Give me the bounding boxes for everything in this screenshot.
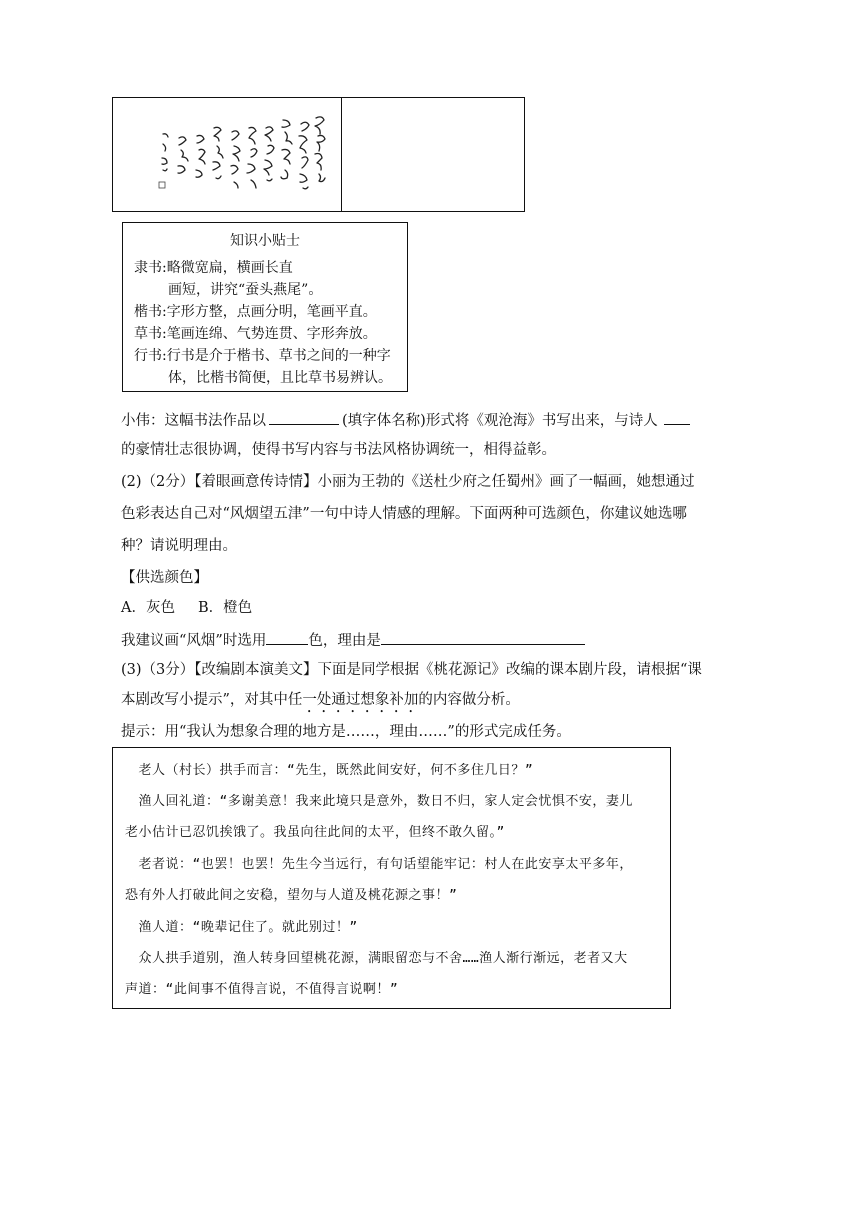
tips-xingshu-line-1: 行书:行书是介于楷书、草书之间的一种字 — [134, 348, 391, 364]
calligraphy-table — [112, 97, 525, 212]
q1-blank-font-name[interactable] — [269, 410, 339, 425]
q2-colors-heading: 【供选颜色】 — [121, 570, 208, 586]
tips-kaishu-line: 楷书:字形方整，点画分明，笔画平直。 — [134, 304, 377, 320]
calligraphy-artwork — [113, 98, 341, 211]
script-row-5: 恐有外人打破此间之安稳，望勿与人道及桃花源之事！” — [125, 888, 458, 903]
q3-emphasized-text: 一处通过想象补加 — [302, 692, 419, 708]
script-row-1: 老人（村长）拱手而言：“先生，既然此间安好，何不多住几日？” — [125, 763, 534, 778]
q2-answer-text-a: 我建议画“风烟”时选用 — [121, 633, 267, 649]
q3-line-2-c: 的内容做分析。 — [418, 692, 520, 708]
q1-text-b: (填字体名称)形式将《观沧海》书写出来，与诗人 — [342, 413, 658, 429]
script-row-2: 渔人回礼道：“多谢美意！我来此境只是意外，数日不归，家人定会忧惧不安，妻儿 — [125, 794, 633, 809]
calligraphy-image-cell — [113, 98, 342, 211]
calligraphy-empty-cell — [342, 98, 524, 211]
q2-line-2: 色彩表达自己对“风烟望五津”一句中诗人情感的理解。下面两种可选颜色，你建议她选哪 — [121, 506, 687, 522]
q1-text-a: 小伟：这幅书法作品以 — [121, 413, 266, 429]
q2-color-options: A．灰色 B．橙色 — [121, 600, 253, 616]
script-row-6: 渔人道：“晚辈记住了。就此别过！” — [125, 920, 358, 935]
q2-answer-text-b: 色，理由是 — [308, 633, 381, 649]
q3-hint: 提示：用“我认为想象合理的地方是……，理由……”的形式完成任务。 — [121, 724, 571, 740]
q2-line-3: 种？请说明理由。 — [121, 538, 237, 554]
q3-line-1: (3)（3分）【改编剧本演美文】下面是同学根据《桃花源记》改编的课本剧片段，请根据“课 — [121, 662, 702, 678]
tips-lishu-line-1: 隶书:略微宽扁，横画长直 — [134, 260, 293, 276]
q2-line-1: (2)（2分）【着眼画意传诗情】小丽为王勃的《送杜少府之任蜀州》画了一幅画，她想通过 — [121, 474, 695, 490]
script-row-3: 老小估计已忍饥挨饿了。我虽向往此间的太平，但终不敢久留。” — [125, 825, 505, 840]
tips-lishu-line-2: 画短，讲究“蚕头燕尾”。 — [168, 282, 323, 298]
q2-answer-line — [121, 630, 585, 651]
q1-line-1 — [121, 410, 690, 431]
tips-title: 知识小贴士 — [230, 233, 300, 249]
q3-line-2-a: 本剧改写小提示”，对其中任 — [121, 692, 303, 708]
tips-xingshu-line-2: 体，比楷书简便，且比草书易辨认。 — [168, 370, 392, 386]
script-row-7: 众人拱手道别，渔人转身回望桃花源，满眼留恋与不舍……渔人渐行渐远，老者又大 — [125, 951, 628, 966]
script-row-8: 声道：“此间事不值得言说，不值得言说啊！” — [125, 982, 399, 997]
tips-caoshu-line: 草书:笔画连绵、气势连贯、字形奔放。 — [134, 326, 377, 342]
script-excerpt-box — [112, 747, 671, 1009]
q2-blank-color[interactable] — [266, 630, 308, 645]
q3-line-2 — [121, 690, 520, 716]
knowledge-tips-box — [122, 222, 408, 392]
q1-line-2: 的豪情壮志很协调，使得书写内容与书法风格协调统一，相得益彰。 — [121, 442, 556, 458]
script-row-4: 老者说：“也罢！也罢！先生今当远行，有句话望能牢记：村人在此安享太平多年， — [125, 857, 633, 872]
q1-blank-poet[interactable] — [664, 410, 690, 425]
q2-blank-reason[interactable] — [381, 630, 585, 645]
